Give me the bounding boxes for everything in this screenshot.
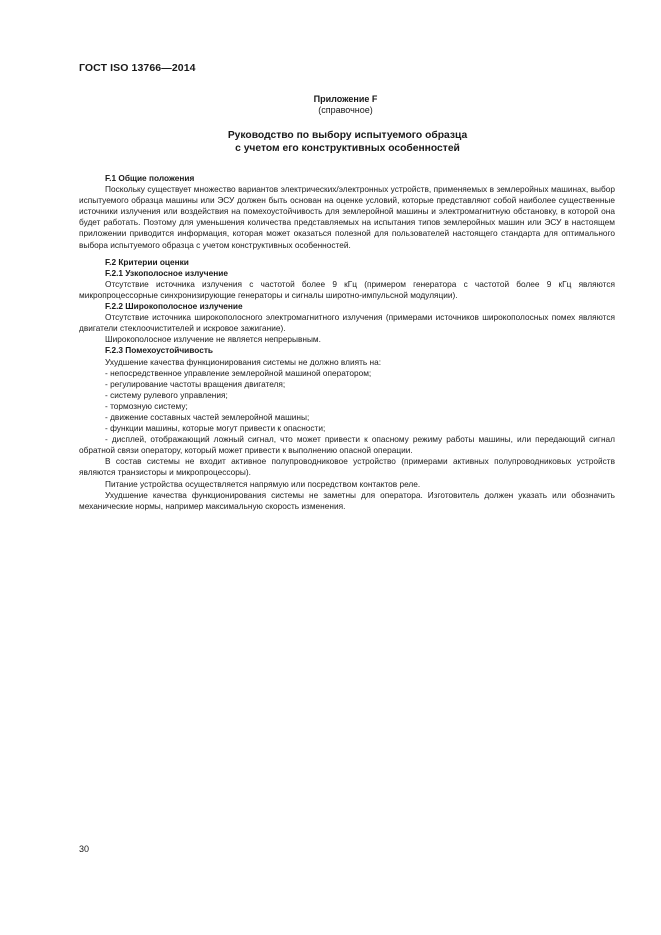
paragraph-f22-2: Широкополосное излучение не является непрерывным. <box>105 334 321 345</box>
list-item: - движение составных частей землеройной машины; <box>105 411 310 422</box>
standard-code-header: ГОСТ ISO 13766—2014 <box>79 62 196 74</box>
list-item: - функции машины, которые могут привести к опасности; <box>105 423 326 434</box>
paragraph-f22-1: Отсутствие источника широкополосного электромагнитного излучения (примерами источников широкополосных помех являются двигатели стеклоочистителей и искровое зажигание). <box>79 312 615 334</box>
subsection-heading-f23: F.2.3 Помехоустойчивость <box>105 345 214 356</box>
subsection-heading-f21: F.2.1 Узкополосное излучение <box>105 267 228 278</box>
paragraph-f23-1: В состав системы не входит активное полупроводниковое устройство (примерами активных полупроводниковых устройств являются транзисторы и микропроцессоры). <box>79 456 615 478</box>
annex-type: (справочное) <box>318 105 373 115</box>
requirements-list <box>79 368 615 457</box>
page-number: 30 <box>79 844 90 854</box>
list-item: - непосредственное управление землеройной машиной оператором; <box>105 367 372 378</box>
annex-subject-title <box>0 129 661 155</box>
document-body <box>79 173 615 512</box>
section-heading-f1: F.1 Общие положения <box>105 173 195 183</box>
list-item: - дисплей, отображающий ложный сигнал, что может привести к опасному режиму работы машины, или передающий сигнал обратной связи оператору, который может привести к выполнению опасной операции. <box>79 434 615 456</box>
paragraph-f23-intro: Ухудшение качества функционирования системы не должно влиять на: <box>105 356 382 367</box>
list-item: - тормозную систему; <box>105 400 188 411</box>
subsection-heading-f22: F.2.2 Широкополосное излучение <box>105 301 243 312</box>
paragraph-f23-2: Питание устройства осуществляется напрямую или посредством контактов реле. <box>105 478 421 489</box>
annex-subject-line-2: с учетом его конструктивных особенностей <box>235 143 460 154</box>
paragraph-f21-1: Отсутствие источника излучения с частотой более 9 кГц (примером генератора с частотой более 9 кГц являются микропроцессорные синхронизирующие генераторы и сигналы широтно-импульсной модуляции). <box>79 278 615 300</box>
annex-title: Приложение F <box>313 94 378 104</box>
annex-heading <box>0 94 661 116</box>
section-heading-f2: F.2 Критерии оценки <box>105 256 189 267</box>
list-item: - систему рулевого управления; <box>105 389 228 400</box>
paragraph-f23-3: Ухудшение качества функционирования системы не заметны для оператора. Изготовитель должен указать или обозначить механические нормы, например максимальную скорость изменения. <box>79 489 615 511</box>
list-item: - регулирование частоты вращения двигателя; <box>105 378 286 389</box>
paragraph-f1-1: Поскольку существует множество вариантов электрических/электронных устройств, применяемых в землеройных машинах, выбор испытуемого образца машины или ЭСУ должен быть основан на оценке условий, которые представляют собой наиболее существенные источники излучения или воздействия на помехоустойчивость для землеройной машины и электромагнитную обстановку, в которой она будет работать. Поэтому для уменьшения количества представляемых на испытания типов землеройных машин или ЭСУ в настоящем приложении приводится информация, которая может оказаться полезной для пользователей настоящего стандарта для оптимального выбора испытуемого образца с учетом конструктивных особенностей. <box>79 184 615 250</box>
annex-subject-line-1: Руководство по выбору испытуемого образца <box>227 130 468 141</box>
